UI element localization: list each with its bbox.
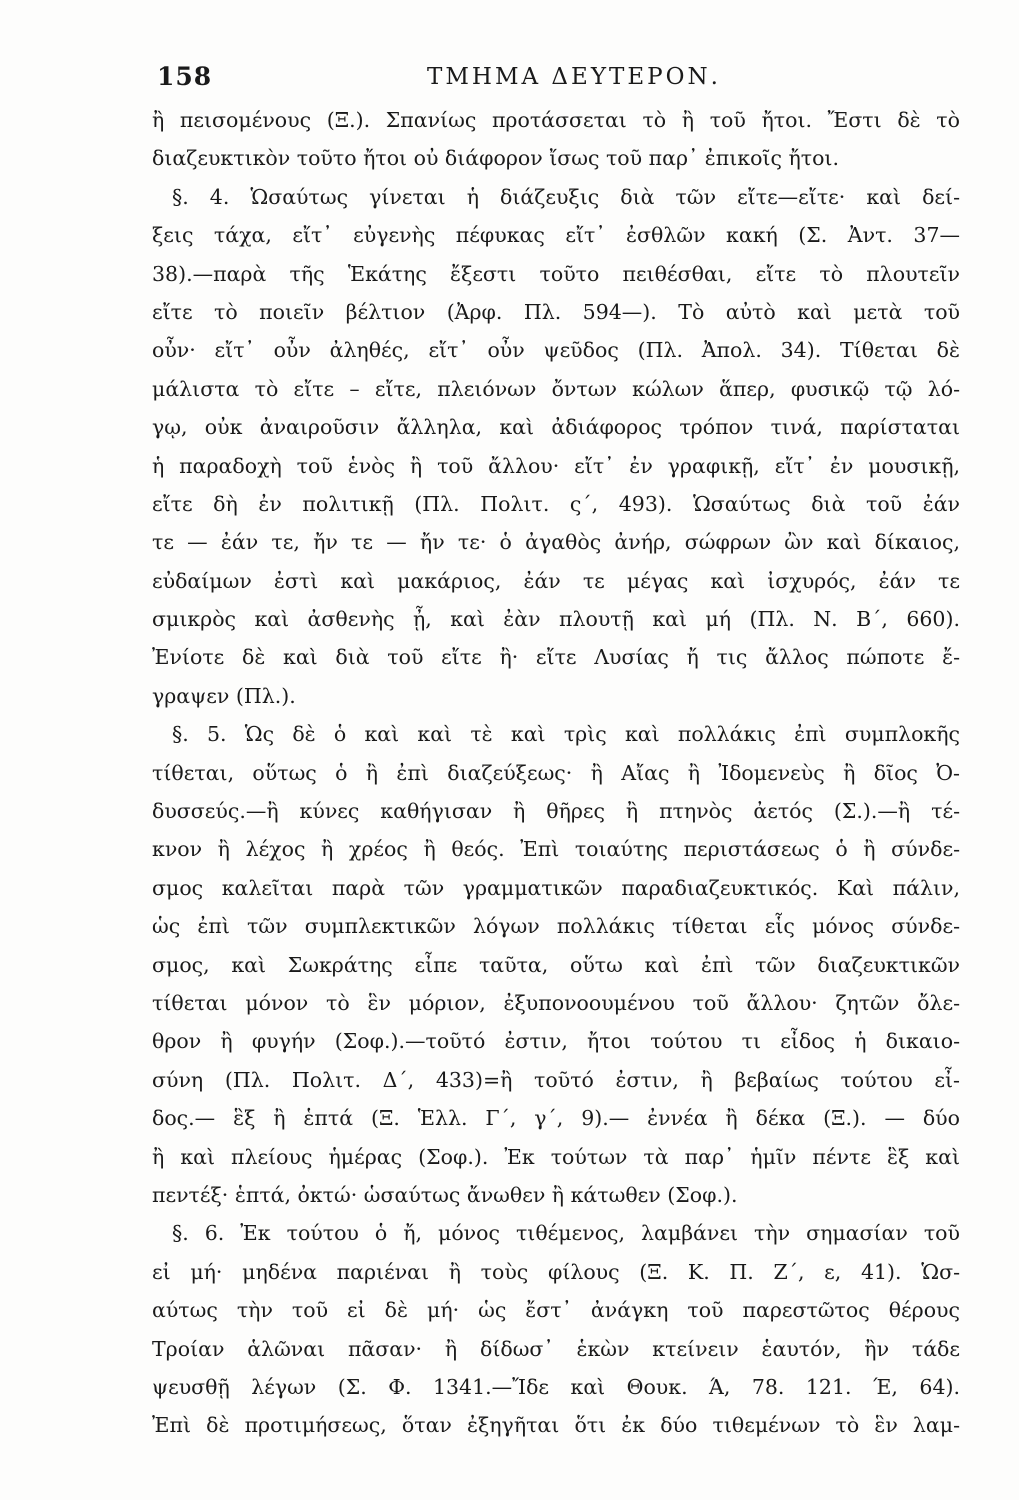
text-line: θρον ἢ φυγήν (Σοφ.).—τοῦτό ἐστιν, ἤτοι τούτου τι εἶδος ἡ δικαιο- [152,1029,960,1054]
text-line: σμος, καὶ Σωκράτης εἶπε ταῦτα, οὕτω καὶ ἐπὶ τῶν διαζευκτικῶν [152,952,960,977]
text-line: §. 6. Ἐκ τούτου ὁ ἤ, μόνος τιθέμενος, λαμβάνει τὴν σημασίαν τοῦ [172,1221,960,1246]
text-line: δος.— ἓξ ἢ ἑπτά (Ξ. Ἑλλ. Γ΄, γ΄, 9).— ἐννέα ἢ δέκα (Ξ.). — δύο [152,1106,960,1131]
text-line: τίθεται μόνον τὸ ἓν μόριον, ἐξυπονοουμένου τοῦ ἄλλου· ζητῶν ὄλε- [152,990,960,1015]
text-line: ἢ πεισομένους (Ξ.). Σπανίως προτάσσεται τὸ ἢ τοῦ ἤτοι. Ἔστι δὲ τὸ [152,108,960,132]
text-line: εἴτε τὸ ποιεῖν βέλτιον (Ἀρφ. Πλ. 594—). Τὸ αὐτὸ καὶ μετὰ τοῦ [152,299,960,324]
text-line: εἴτε δὴ ἐν πολιτικῇ (Πλ. Πολιτ. ς΄, 493). Ὡσαύτως διὰ τοῦ ἐάν [152,491,960,516]
text-line: ἢ καὶ πλείους ἡμέρας (Σοφ.). Ἐκ τούτων τὰ παρ᾽ ἡμῖν πέντε ἓξ καὶ [152,1144,960,1169]
text-line: Ἐνίοτε δὲ καὶ διὰ τοῦ εἴτε ἢ· εἴτε Λυσίας ἤ τις ἄλλος πώποτε ἔ- [152,645,960,670]
text-line: εὐδαίμων ἐστὶ καὶ μακάριος, ἐάν τε μέγας καὶ ἰσχυρός, ἐάν τε [152,568,960,593]
body-text [152,101,960,1445]
text-line: Ἐπὶ δὲ προτιμήσεως, ὅταν ἐξηγῆται ὅτι ἐκ δύο τιθεμένων τὸ ἓν λαμ- [152,1413,960,1438]
text-line: σύνη (Πλ. Πολιτ. Δ΄, 433)=ἢ τοῦτό ἐστιν, ἢ βεβαίως τούτου εἶ- [152,1067,960,1092]
text-line: ὡς ἐπὶ τῶν συμπλεκτικῶν λόγων πολλάκις τίθεται εἷς μόνος σύνδε- [152,914,960,939]
text-line: εἰ μή· μηδένα παριέναι ἢ τοὺς φίλους (Ξ. Κ. Π. Ζ΄, ε, 41). Ὡσ- [152,1259,960,1284]
text-line: κνον ἢ λέχος ἢ χρέος ἢ θεός. Ἐπὶ τοιαύτης περιστάσεως ὁ ἢ σύνδε- [152,837,960,862]
text-line: μάλιστα τὸ εἴτε – εἴτε, πλειόνων ὄντων κώλων ἅπερ, φυσικῷ τῷ λό- [152,376,960,401]
text-line: διαζευκτικὸν τοῦτο ἤτοι οὐ διάφορον ἴσως τοῦ παρ᾽ ἐπικοῖς ἤτοι. [152,146,839,171]
page-number: 158 [157,62,213,91]
text-line: οὖν· εἴτ᾽ οὖν ἀληθές, εἴτ᾽ οὖν ψεῦδος (Πλ. Ἀπολ. 34). Τίθεται δὲ [152,338,960,363]
text-line: πεντέξ· ἑπτά, ὀκτώ· ὡσαύτως ἄνωθεν ἢ κάτωθεν (Σοφ.). [152,1182,738,1207]
text-line: τίθεται, οὕτως ὁ ἢ ἐπὶ διαζεύξεως· ἢ Αἴας ἢ Ἰδομενεὺς ἢ δῖος Ὀ- [152,760,960,785]
text-line: γῳ, οὐκ ἀναιροῦσιν ἄλληλα, καὶ ἀδιάφορος τρόπον τινά, παρίσταται [152,415,960,440]
text-line: σμικρὸς καὶ ἀσθενὴς ᾖ, καὶ ἐὰν πλουτῇ καὶ μή (Πλ. Ν. Β΄, 660). [152,607,960,632]
text-line: γραψεν (Πλ.). [152,683,296,708]
text-line: 38).—παρὰ τῆς Ἑκάτης ἔξεστι τοῦτο πειθέσθαι, εἴτε τὸ πλουτεῖν [152,261,960,286]
text-line: τε — ἐάν τε, ἤν τε — ἤν τε· ὁ ἀγαθὸς ἀνήρ, σώφρων ὢν καὶ δίκαιος, [152,530,960,555]
text-line: §. 4. Ὡσαύτως γίνεται ἡ διάζευξις διὰ τῶν εἴτε—εἴτε· καὶ δεί- [172,184,960,209]
text-line: ψευσθῇ λέγων (Σ. Φ. 1341.—Ἴδε καὶ Θουκ. Ά, 78. 121. Έ, 64). [152,1374,960,1399]
page-header [157,62,947,102]
text-line: αύτως τὴν τοῦ εἰ δὲ μή· ὡς ἔστ᾽ ἀνάγκη τοῦ παρεστῶτος θέρους [152,1298,960,1323]
text-line: Τροίαν ἁλῶναι πᾶσαν· ἢ δίδωσ᾽ ἑκὼν κτείνειν ἑαυτόν, ἢν τάδε [152,1336,960,1361]
text-line: ξεις τάχα, εἴτ᾽ εὐγενὴς πέφυκας εἴτ᾽ ἐσθλῶν κακή (Σ. Ἀντ. 37— [152,223,960,248]
text-line: ἡ παραδοχὴ τοῦ ἑνὸς ἢ τοῦ ἄλλου· εἴτ᾽ ἐν γραφικῇ, εἴτ᾽ ἐν μουσικῇ, [152,453,960,478]
running-head: ΤΜΗΜΑ ΔΕΥΤΕΡΟΝ. [427,64,721,90]
text-line: σμος καλεῖται παρὰ τῶν γραμματικῶν παραδιαζευκτικός. Καὶ πάλιν, [152,875,960,900]
text-line: δυσσεύς.—ἢ κύνες καθήγισαν ἢ θῆρες ἢ πτηνὸς ἀετός (Σ.).—ἢ τέ- [152,799,960,824]
text-line: §. 5. Ὡς δὲ ὁ καὶ καὶ τὲ καὶ τρὶς καὶ πολλάκις ἐπὶ συμπλοκῆς [172,722,960,747]
